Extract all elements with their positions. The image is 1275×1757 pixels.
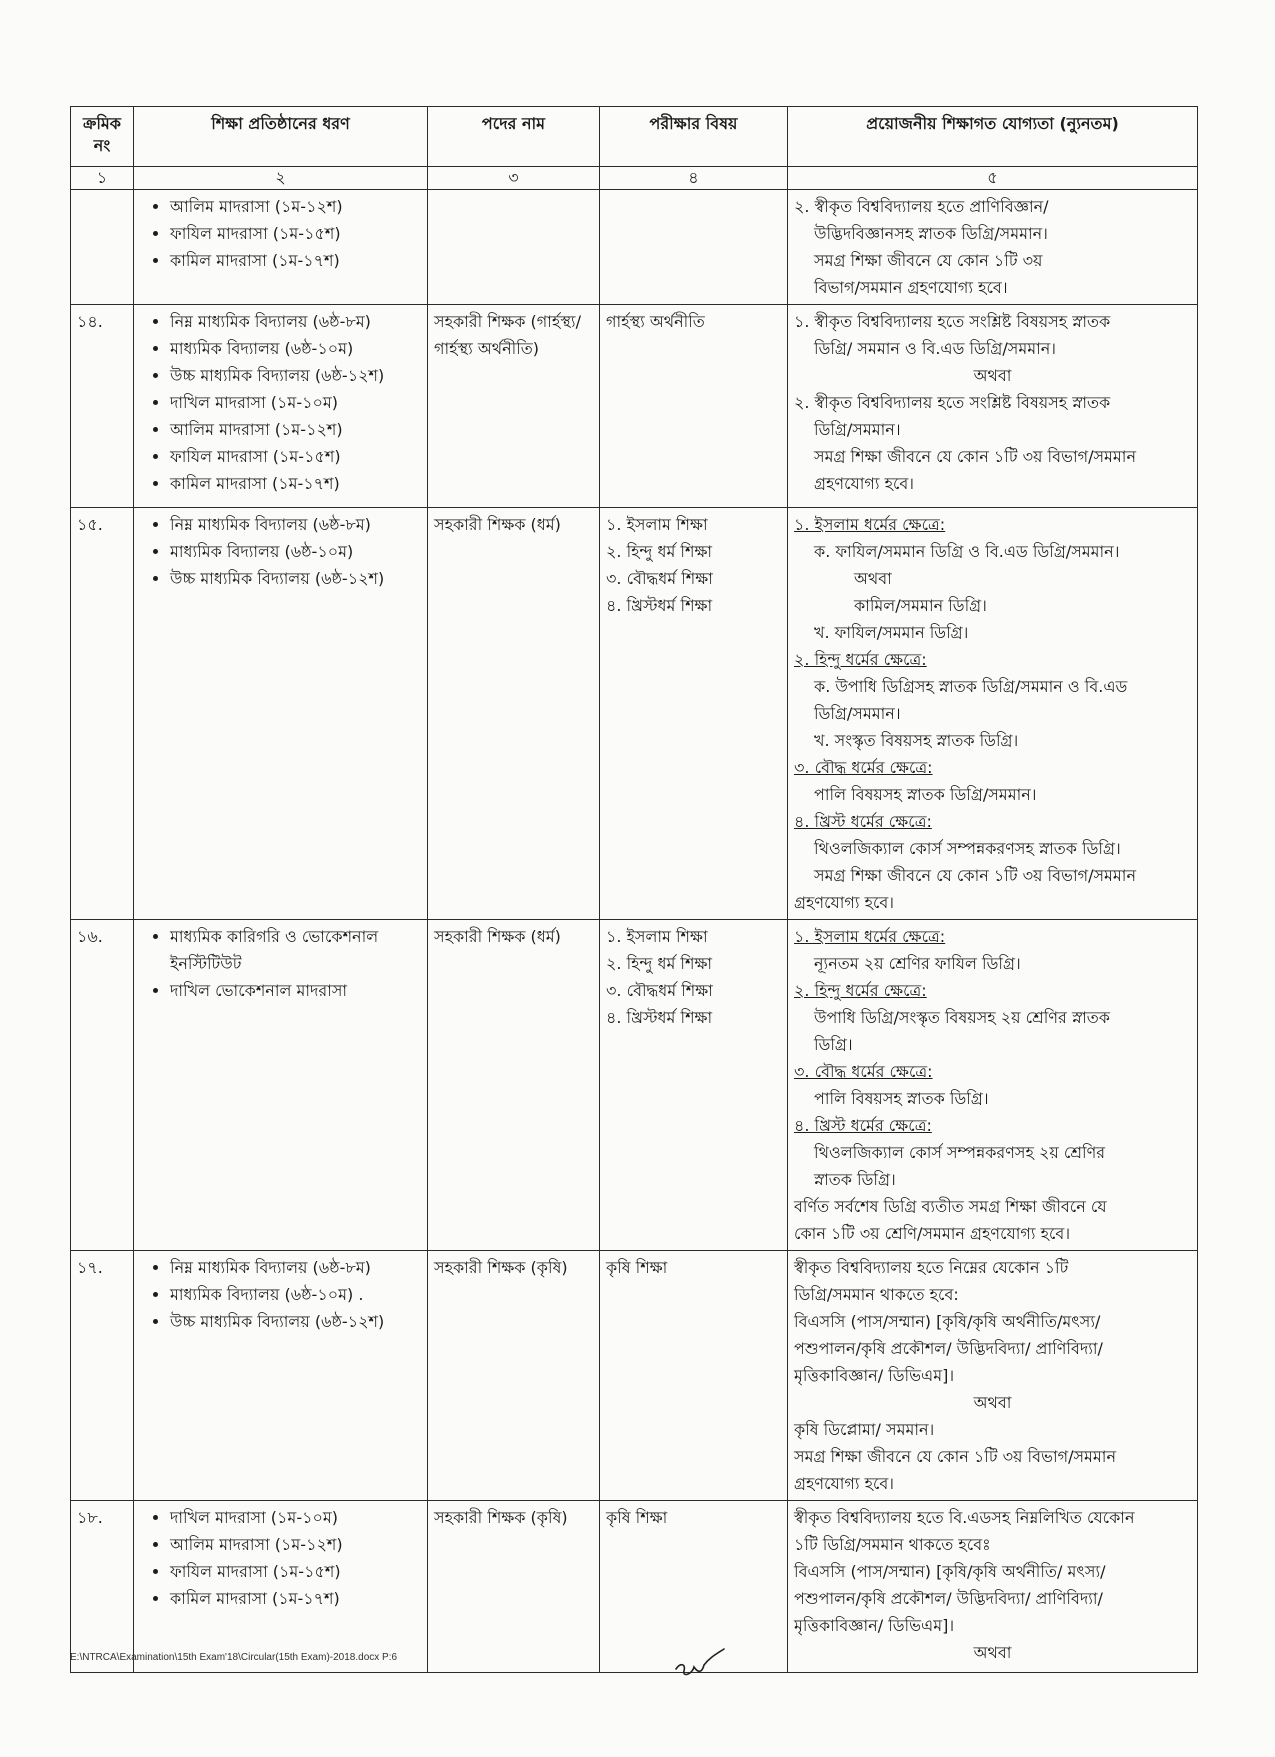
qualification-line: গ্রহণযোগ্য হবে। [814,474,915,493]
column-number: ১ [71,167,134,190]
table-row [71,1501,1198,1673]
qualification-cell [788,305,1198,508]
qualification-line: সমগ্র শিক্ষা জীবনে যে কোন ১টি ৩য় বিভাগ/সমমান [794,1447,1117,1466]
qualification-line: অথবা [973,366,1012,385]
subject-cell [600,920,788,1251]
qualification-heading: ২. হিন্দু ধর্মের ক্ষেত্রে: [794,650,927,669]
institution-item: • উচ্চ মাধ্যমিক বিদ্যালয় (৬ষ্ঠ-১২শ) [170,362,421,389]
column-number: ৫ [788,167,1198,190]
header-serial: ক্রমিক নং [71,107,134,167]
qualification-line: স্বীকৃত বিশ্ববিদ্যালয় হতে নিম্নের যেকোন ১টি [794,1258,1069,1277]
institution-cell [134,1251,428,1501]
qualification-line: সমগ্র শিক্ষা জীবনে যে কোন ১টি ৩য় [814,251,1043,270]
qualification-line: সমগ্র শিক্ষা জীবনে যে কোন ১টি ৩য় বিভাগ/সমমান [814,447,1137,466]
qualification-line: গ্রহণযোগ্য হবে। [794,1474,895,1493]
qualification-line: বিভাগ/সমমান গ্রহণযোগ্য হবে। [814,278,1008,297]
qualification-line: সমগ্র শিক্ষা জীবনে যে কোন ১টি ৩য় বিভাগ/সমমান [814,866,1137,885]
institution-item: • দাখিল মাদরাসা (১ম-১০ম) [170,389,421,416]
qualification-line: উপাধি ডিগ্রি/সংস্কৃত বিষয়সহ ২য় শ্রেণির স্নাতক [814,1008,1110,1027]
qualification-line: খ. সংস্কৃত বিষয়সহ স্নাতক ডিগ্রি। [814,731,1019,750]
qualification-line: ডিগ্রি/ সমমান ও বি.এড ডিগ্রি/সমমান। [814,339,1057,358]
institution-item: • নিম্ন মাধ্যমিক বিদ্যালয় (৬ষ্ঠ-৮ম) [170,1254,421,1281]
institution-cell [134,305,428,508]
qualification-heading: ১. ইসলাম ধর্মের ক্ষেত্রে: [794,515,946,534]
post-cell: সহকারী শিক্ষক (গার্হস্থ্য/গার্হস্থ্য অর্থনীতি) [428,305,600,508]
institution-item: • আলিম মাদরাসা (১ম-১২শ) [170,193,421,220]
subject-item: ৪. খ্রিস্টধর্ম শিক্ষা [606,1008,713,1027]
subject-cell [600,1251,788,1501]
post-cell: সহকারী শিক্ষক (ধর্ম) [428,920,600,1251]
institution-item: • মাধ্যমিক কারিগরি ও ভোকেশনাল ইনস্টিটিউট [170,923,421,977]
qualification-cell [788,190,1198,305]
institution-item: • উচ্চ মাধ্যমিক বিদ্যালয় (৬ষ্ঠ-১২শ) [170,1308,421,1335]
header-exam-subject: পরীক্ষার বিষয় [600,107,788,167]
qualification-line: অথবা [854,569,892,588]
qualification-line: কামিল/সমমান ডিগ্রি। [854,596,987,615]
institution-item: • মাধ্যমিক বিদ্যালয় (৬ষ্ঠ-১০ম) . [170,1281,421,1308]
institution-item: • কামিল মাদরাসা (১ম-১৭শ) [170,470,421,497]
institution-cell [134,920,428,1251]
qualification-line: ২. স্বীকৃত বিশ্ববিদ্যালয় হতে প্রাণিবিজ্ঞান/ [794,197,1049,216]
qualification-line: ডিগ্রি। [814,1035,853,1054]
qualification-line: ডিগ্রি/সমমান। [814,420,901,439]
post-cell: সহকারী শিক্ষক (ধর্ম) [428,508,600,920]
qualification-line: কোন ১টি ৩য় শ্রেণি/সমমান গ্রহণযোগ্য হবে। [794,1224,1071,1243]
institution-item: • নিম্ন মাধ্যমিক বিদ্যালয় (৬ষ্ঠ-৮ম) [170,511,421,538]
header-row [71,107,1198,167]
qualification-heading: ৩. বৌদ্ধ ধর্মের ক্ষেত্রে: [794,1062,933,1081]
institution-item: • মাধ্যমিক বিদ্যালয় (৬ষ্ঠ-১০ম) [170,335,421,362]
post-cell [428,190,600,305]
qualification-line: খ. ফাযিল/সমমান ডিগ্রি। [814,623,969,642]
signature-icon [668,1643,728,1683]
subject-cell [600,190,788,305]
qualification-line: মৃত্তিকাবিজ্ঞান/ ডিভিএম]। [794,1616,955,1635]
qualification-line: ২. স্বীকৃত বিশ্ববিদ্যালয় হতে সংশ্লিষ্ট বিষয়সহ স্নাতক [794,393,1111,412]
subject-item: গার্হস্থ্য অর্থনীতি [606,312,705,331]
qualification-line: বর্ণিত সর্বশেষ ডিগ্রি ব্যতীত সমগ্র শিক্ষা জীবনে যে [794,1197,1107,1216]
institution-item: • ফাযিল মাদরাসা (১ম-১৫শ) [170,220,421,247]
serial-cell: ১৪. [71,305,134,508]
qualification-line: উদ্ভিদবিজ্ঞানসহ স্নাতক ডিগ্রি/সমমান। [814,224,1048,243]
qualification-line: ক. ফাযিল/সমমান ডিগ্রি ও বি.এড ডিগ্রি/সমমান। [814,542,1120,561]
column-number: ৩ [428,167,600,190]
qualification-line: পালি বিষয়সহ স্নাতক ডিগ্রি/সমমান। [814,785,1037,804]
table-row [71,305,1198,508]
institution-item: • আলিম মাদরাসা (১ম-১২শ) [170,416,421,443]
institution-cell [134,190,428,305]
subject-item: ৩. বৌদ্ধধর্ম শিক্ষা [606,569,713,588]
qualification-line: অথবা [973,1643,1012,1662]
qualification-line: বিএসসি (পাস/সম্মান) [কৃষি/কৃষি অর্থনীতি/ মৎস্য/ [794,1562,1106,1581]
subject-item: ২. হিন্দু ধর্ম শিক্ষা [606,542,713,561]
institution-cell [134,508,428,920]
table-row [71,920,1198,1251]
file-path-footer: E:\NTRCA\Examination\15th Exam'18\Circular(15th Exam)-2018.docx P:6 [70,1652,398,1663]
qualification-line: ডিগ্রি/সমমান থাকতে হবে: [794,1285,959,1304]
qualification-cell [788,508,1198,920]
institution-item: • আলিম মাদরাসা (১ম-১২শ) [170,1531,421,1558]
qualification-line: মৃত্তিকাবিজ্ঞান/ ডিভিএম]। [794,1366,955,1385]
table-row [71,508,1198,920]
qualification-line: ১টি ডিগ্রি/সমমান থাকতে হবেঃ [794,1535,991,1554]
column-number: ২ [134,167,428,190]
qualification-line: ১. স্বীকৃত বিশ্ববিদ্যালয় হতে সংশ্লিষ্ট বিষয়সহ স্নাতক [794,312,1111,331]
qualification-line: ক. উপাধি ডিগ্রিসহ স্নাতক ডিগ্রি/সমমান ও বি.এড [814,677,1128,696]
qualification-heading: ৪. খ্রিস্ট ধর্মের ক্ষেত্রে: [794,1116,932,1135]
qualification-line: পশুপালন/কৃষি প্রকৌশল/ উদ্ভিদবিদ্যা/ প্রাণিবিদ্যা/ [794,1589,1103,1608]
institution-cell [134,1501,428,1673]
subject-item: কৃষি শিক্ষা [606,1508,668,1527]
subject-item: ১. ইসলাম শিক্ষা [606,927,708,946]
qualification-line: কৃষি ডিপ্লোমা/ সমমান। [794,1420,935,1439]
qualification-line: স্বীকৃত বিশ্ববিদ্যালয় হতে বি.এডসহ নিম্নলিখিত যেকোন [794,1508,1135,1527]
qualification-line: বিএসসি (পাস/সম্মান) [কৃষি/কৃষি অর্থনীতি/মৎস্য/ [794,1312,1101,1331]
qualification-line: স্নাতক ডিগ্রি। [814,1170,896,1189]
subject-item: ৪. খ্রিস্টধর্ম শিক্ষা [606,596,713,615]
subject-item: কৃষি শিক্ষা [606,1258,668,1277]
institution-item: • নিম্ন মাধ্যমিক বিদ্যালয় (৬ষ্ঠ-৮ম) [170,308,421,335]
qualification-line: পালি বিষয়সহ স্নাতক ডিগ্রি। [814,1089,989,1108]
qualification-heading: ১. ইসলাম ধর্মের ক্ষেত্রে: [794,927,946,946]
table-row [71,1251,1198,1501]
subject-item: ১. ইসলাম শিক্ষা [606,515,708,534]
post-cell: সহকারী শিক্ষক (কৃষি) [428,1501,600,1673]
institution-item: • দাখিল মাদরাসা (১ম-১০ম) [170,1504,421,1531]
qualification-line: ন্যূনতম ২য় শ্রেণির ফাযিল ডিগ্রি। [814,954,1021,973]
subject-item: ৩. বৌদ্ধধর্ম শিক্ষা [606,981,713,1000]
subject-item: ২. হিন্দু ধর্ম শিক্ষা [606,954,713,973]
table-row [71,190,1198,305]
qualification-cell [788,920,1198,1251]
column-number-row [71,167,1198,190]
institution-item: • কামিল মাদরাসা (১ম-১৭শ) [170,247,421,274]
header-qualification: প্রয়োজনীয় শিক্ষাগত যোগ্যতা (ন্যুনতম) [788,107,1198,167]
institution-item: • ফাযিল মাদরাসা (১ম-১৫শ) [170,1558,421,1585]
serial-cell: ১৮. [71,1501,134,1673]
serial-cell: ১৭. [71,1251,134,1501]
institution-item: • মাধ্যমিক বিদ্যালয় (৬ষ্ঠ-১০ম) [170,538,421,565]
qualification-heading: ৪. খ্রিস্ট ধর্মের ক্ষেত্রে: [794,812,932,831]
qualification-line: ডিগ্রি/সমমান। [814,704,901,723]
column-number: ৪ [600,167,788,190]
header-post-name: পদের নাম [428,107,600,167]
institution-item: • দাখিল ভোকেশনাল মাদরাসা [170,977,421,1004]
qualification-heading: ২. হিন্দু ধর্মের ক্ষেত্রে: [794,981,927,1000]
serial-cell: ১৫. [71,508,134,920]
serial-cell [71,190,134,305]
subject-cell [600,305,788,508]
qualification-cell [788,1251,1198,1501]
qualification-line: পশুপালন/কৃষি প্রকৌশল/ উদ্ভিদবিদ্যা/ প্রাণিবিদ্যা/ [794,1339,1103,1358]
qualification-cell [788,1501,1198,1673]
qualification-line: অথবা [973,1393,1012,1412]
qualification-line: গ্রহণযোগ্য হবে। [794,893,895,912]
institution-item: • ফাযিল মাদরাসা (১ম-১৫শ) [170,443,421,470]
post-cell: সহকারী শিক্ষক (কৃষি) [428,1251,600,1501]
header-institution-type: শিক্ষা প্রতিষ্ঠানের ধরণ [134,107,428,167]
qualification-table [70,106,1198,1673]
qualification-heading: ৩. বৌদ্ধ ধর্মের ক্ষেত্রে: [794,758,933,777]
institution-item: • উচ্চ মাধ্যমিক বিদ্যালয় (৬ষ্ঠ-১২শ) [170,565,421,592]
subject-cell [600,508,788,920]
qualification-line: থিওলজিক্যাল কোর্স সম্পন্নকরণসহ স্নাতক ডিগ্রি। [814,839,1121,858]
institution-item: • কামিল মাদরাসা (১ম-১৭শ) [170,1585,421,1612]
qualification-line: থিওলজিক্যাল কোর্স সম্পন্নকরণসহ ২য় শ্রেণির [814,1143,1106,1162]
serial-cell: ১৬. [71,920,134,1251]
